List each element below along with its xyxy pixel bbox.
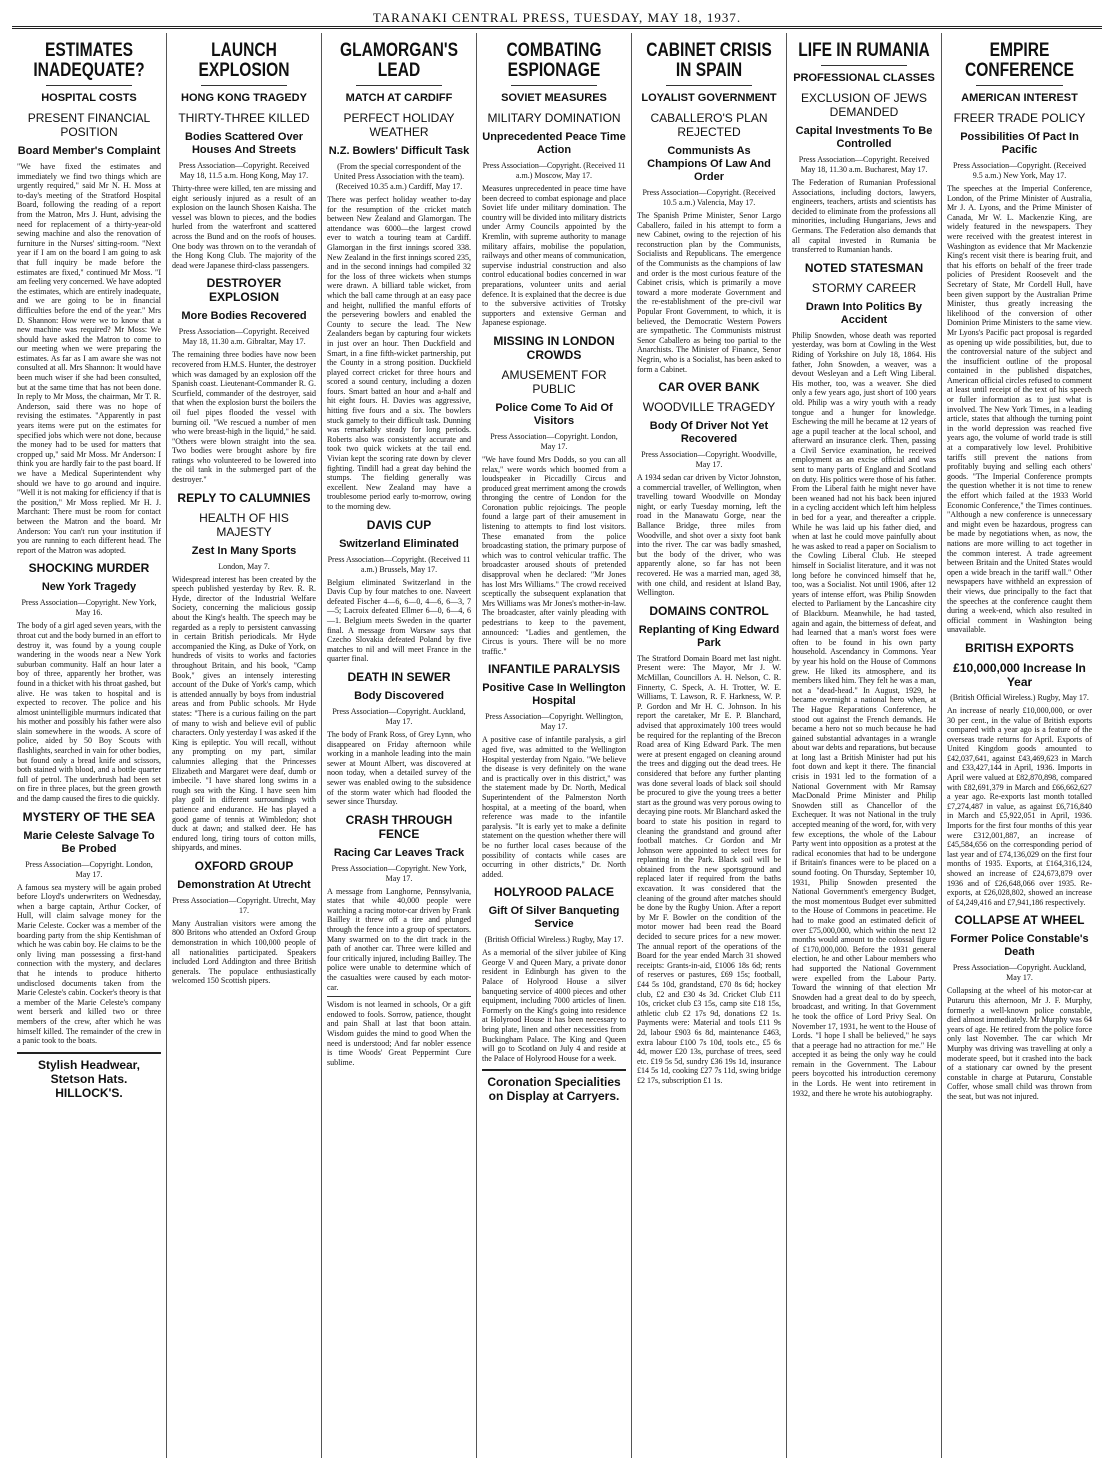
subheading: LOYALIST GOVERNMENT xyxy=(641,92,777,104)
byline: Press Association—Copyright. (Received 11 a.m.) Moscow, May 17. xyxy=(482,161,626,180)
byline: Press Association—Copyright. (Received 11 a.m.) Brussels, May 17. xyxy=(327,554,471,574)
headline: LAUNCH EXPLOSION xyxy=(198,40,290,81)
subheading: Marie Celeste Salvage To Be Probed xyxy=(23,829,155,855)
divider xyxy=(201,85,287,86)
article-body: The body of Frank Ross, of Grey Lynn, who disappeared on Friday afternoon while working in a manhole leading into the main sewer at Mount Albert, was discovered at noon today, when a detailed survey of the sewer was enabled owing to the subsidence of the storm water which had flooded the sewer since Thursday. xyxy=(327,729,471,807)
byline: London, May 7. xyxy=(218,561,270,571)
section-headline: MYSTERY OF THE SEA xyxy=(22,809,156,824)
byline: (British Official Wireless.) Rugby, May 17. xyxy=(484,935,624,945)
section-headline: INFANTILE PARALYSIS xyxy=(487,662,621,677)
article-body: The Federation of Rumanian Professional Associations, including doctors, lawyers, engineers, teachers, artists and scientists has decided to eliminate from the professions all minorities, including Hungarians, Jews and Germans. The Federation also demands that all capital invested in Rumania be transferred to Rumanian hands. xyxy=(792,178,936,255)
section-headline: HOLYROOD PALACE xyxy=(493,885,614,900)
section-headline: DESTROYER EXPLOSION xyxy=(206,276,282,305)
subheading: Gift Of Silver Banqueting Service xyxy=(488,905,620,931)
subheading: STORMY CAREER xyxy=(811,280,917,295)
byline: Press Association—Copyright. Auckland, May 17. xyxy=(332,706,466,726)
article-body: The body of a girl aged seven years, with the throat cut and the body burned in an effort to destroy it, was found by a young couple wandering in the woods near a New York suburban community. Half an hour later a boy of three, apparently her brother, was found in a thicket with his throat gashed, but alive. He was taken to hospital and is expected to recover. The police and his almost unintelligible murmurs indicated that his mother and possibly his father were also slain somewhere in the woods. A score of police, aided by 50 Boy Scouts with flashlights, searched in vain for other bodies, but found only a bread knife and scissors, both stained with blood, and a bottle quarter full of petrol. The underbrush had been set on fire in three places, but the green growth and the damp caused the fires to die quickly. xyxy=(17,621,161,804)
subheading: MILITARY DOMINATION xyxy=(487,111,621,125)
byline: Press Association—Copyright. Received May 18, 11.5 a.m. Hong Kong, May 17. xyxy=(178,161,310,180)
subheading: THIRTY-THREE KILLED xyxy=(178,111,310,125)
section-headline: NOTED STATESMAN xyxy=(804,260,924,275)
subheading: Positive Case In Wellington Hospital xyxy=(482,682,626,708)
section-headline: MISSING IN LONDON CROWDS xyxy=(493,333,615,362)
byline: Press Association—Copyright. Received May 18, 11.30 a.m. Bucharest, May 17. xyxy=(798,155,930,174)
article-body: Measures unprecedented in peace time have been decreed to combat espionage and place Soviet life under military domination. The country will be divided into military districts under Army Councils appointed by the Kremlin, with supreme authority to manage military affairs, mobilise the population, railways and other means of communication, supervise industrial construction and also control educational bodies concerned in war preparations, volunteer units and aerial defence. It is explained that the decree is due to the subversive activities of Trotsky supporters and extensive German and Japanese espionage. xyxy=(482,184,626,328)
subheading: Unprecedented Peace Time Action xyxy=(482,131,626,156)
subheading: AMERICAN INTEREST xyxy=(961,92,1078,104)
columns xyxy=(12,33,1102,1458)
subheading: £10,000,000 Increase In Year xyxy=(953,660,1086,689)
subheading: More Bodies Recovered xyxy=(181,310,307,323)
section-headline: CRASH THROUGH FENCE xyxy=(345,812,453,841)
subheading: EXCLUSION OF JEWS DEMANDED xyxy=(800,91,928,119)
subheading: Drawn Into Politics By Accident xyxy=(805,300,923,326)
headline: GLAMORGAN'S LEAD xyxy=(340,40,458,81)
byline: Press Association—Copyright. Wellington, May 17. xyxy=(485,712,623,732)
headline: LIFE IN RUMANIA xyxy=(798,40,930,61)
section-headline: OXFORD GROUP xyxy=(194,858,294,873)
subheading: N.Z. Bowlers' Difficult Task xyxy=(328,145,470,157)
subheading: Capital Investments To Be Controlled xyxy=(795,125,933,150)
article-body: Belgium eliminated Switzerland in the Davis Cup by four matches to one. Naveert defeated Fischer 4—6, 6—0, 4—6, 6—3, 7—5; Lacroix defeated Ellmer 6—0, 6—4, 6—1. Belgium meets Sweden in the quarter final. A message from Warsaw says that Czecho Slovakia defeated Poland by five matches to nil and will meet France in the quarter final. xyxy=(327,577,471,664)
verse-quote: Wisdom is not learned in schools, Or a gift endowed to fools. Sorrow, patience, thought and pain Shall at last that boon attain. Wisdom guides the mind to good When the need is understood; And far nobler essence is time Woods' Great Peppermint Cure sublime. xyxy=(327,996,471,1067)
divider xyxy=(666,85,752,86)
subheading: Body Of Driver Not Yet Recovered xyxy=(649,420,769,446)
masthead: TARANAKI CENTRAL PRESS, TUESDAY, MAY 18, 1937. xyxy=(12,0,1102,29)
subheading: Replanting of King Edward Park xyxy=(638,623,780,649)
subheading: New York Tragedy xyxy=(41,581,137,594)
subheading: SOVIET MEASURES xyxy=(501,92,607,104)
headline: COMBATING ESPIONAGE xyxy=(506,40,602,81)
byline: Press Association—Copyright. Auckland, May 17. xyxy=(952,963,1087,983)
section-headline: DOMAINS CONTROL xyxy=(649,603,769,618)
subheading: Communists As Champions Of Law And Order xyxy=(647,145,771,183)
headline: CABINET CRISIS IN SPAIN xyxy=(646,40,772,81)
article-body: Many Australian visitors were among the 800 Britons who attended an Oxford Group demonstration in which 100,000 people of all nationalities participated. Speakers included Lord Addington and three British generals. The populace enthusiastically welcomed 150 Scottish pipers. xyxy=(172,918,316,986)
article-body: Collapsing at the wheel of his motor-car at Putaruru this afternoon, Mr J. F. Murphy, formerly a well-known police constable, died almost immediately. Mr Murphy was 64 years of age. He retired from the police force only last November. The car which Mr Murphy was driving was travelling at only a moderate speed, but it crashed into the back of a stationary car owned by the present constable in charge at Putaruru, Constable Coffer, whose small child was thrown from the seat, but was not injured. xyxy=(947,986,1092,1101)
column-1 xyxy=(12,33,167,1458)
divider xyxy=(976,85,1063,86)
advertisement: Coronation Specialities on Display at Carryers. xyxy=(482,1069,626,1103)
column-4 xyxy=(477,33,632,1458)
subheading: Possibilities Of Pact In Pacific xyxy=(960,131,1079,156)
section-headline: COLLAPSE AT WHEEL xyxy=(954,913,1085,928)
column-2 xyxy=(167,33,322,1458)
headline: EMPIRE CONFERENCE xyxy=(964,40,1075,81)
article-body: "We have found Mrs Dodds, so you can all relax," were words which boomed from a loudspeaker in Piccadilly Circus and produced great merriment among the crowds thronging the centre of London for the Coronation public rejoicings. The people found a large part of their amusement in listening to attempts to find lost visitors. These emanated from the police broadcasting station, the primary purpose of which was to control vehicular traffic. The broadcaster aroused shouts of pretended disapproval when he declared: "Mr Jones has lost Mrs Williams." The crowd received sceptically the subsequent explanation that Mrs Williams was Mr Jones's mother-in-law. The broadcaster, after vainly pleading with pedestrians to keep to the pavement, announced: "Ladies and gentlemen, the Circus is yours. There will be no more traffic." xyxy=(482,454,626,656)
column-7 xyxy=(942,33,1097,1458)
article-body: The remaining three bodies have now been recovered from H.M.S. Hunter, the destroyer which was damaged by an explosion off the Spanish coast. Lieutenant-Commander R. G. Scurfield, commander of the destroyer, said that when the explosion burst the boilers the oil fuel pipes flooded the vessel with burning oil. "We rescued a number of men who were breast-high in the liquid," he said. "Others were blown straight into the sea. Two bodies were brought ashore by fire ratings who volunteered to be lowered into the oil tank in the submerged part of the destroyer." xyxy=(172,350,316,485)
byline: Press Association—Copyright. London, May 17. xyxy=(25,859,153,879)
article-body: The speeches at the Imperial Conference, London, of the Prime Minister of Australia, Mr J. A. Lyons, and the Prime Minister of Canada, Mr W. L. Mackenzie King, are widely featured in the newspapers. They were received with the greatest interest in Washington as evidence that Mr Mackenzie King's recent visit there is bearing fruit, and that his efforts on behalf of the freer trade policies of President Roosevelt and the Secretary of State, Mr Cordell Hull, have been given support by the Australian Prime Minister, thus greatly increasing the likelihood of the conversion of other Dominion Prime Ministers to the same view. Mr Lyons's Pacific pact proposal is regarded as opening up wide possibilities, but, due to the controversial nature of the subject and the insufficient outline of the proposal contained in the published dispatches, American official circles refused to comment at least until receipt of the text of his speech or fuller information as to just what is involved. The New York Times, in a leading article, states that although the turning point in the world depression was reached five years ago, the volume of world trade is still at a comparatively low level. Prohibitive tariffs still prevent the nations from profitably buying and selling each others' goods. "The Imperial Conference prompts the question whether it is not time to renew the effort which failed at the 1933 World Economic Conference," the Times continues. "Although a new conference is unnecessary and might even be hazardous, progress can be made by negotiations when, as now, the nations are more willing to act together in the common interest. A trade agreement between Britain and the United States would open a wide breach in the tariff wall." Other newspapers have withheld an expression of their views, due principally to the fact that the speeches at the conference caught them during a week-end, which also resulted in official comment in Washington being unavailable. xyxy=(947,184,1092,635)
section-headline: CAR OVER BANK xyxy=(658,380,760,395)
article-body: "We have fixed the estimates and immediately we find two things which are urgently required," said Mr N. H. Moss at to-day's meeting of the Stratford Hospital Board, following the reading of a report from the Matron, Mrs J. Hunt, advising the need for replacement of a thirty-year-old sewing machine and also the renovation of furniture in the Nurses' sitting-room. "Next year if I am on the board I am going to ask that full inquiry be made before the estimates are fixed," continued Mr Moss. "I am feeling very concerned. We have adopted the estimates, which are entirely inadequate, and we are going to be in financial difficulties before the end of the year." Mrs D. Shannon: How were we to know that a new machine was required? Mr Moss: We should have asked the Matron to come to our meeting when we were preparing the estimates. As far as I am aware she was not consulted at all. Mrs Shannon: It would have been much wiser if she had been consulted, but at the same time that has not been done. In reply to Mr Moss, the chairman, Mr T. R. Anderson, said there was no hope of revising the estimates. "Apparently in past years items were put on the estimates for specified jobs which were not done, because the money had to be used for matters that cropped up," said Mr Moss. Mr Anderson: I think you are hardly fair to the past board. If we have a Medical Superintendent why should we have to go around and inquire. "Well it is not making for efficiency if that is the position," Mr Moss replied. Mr H. J. Marchant: There must be room for contact between the Matron and the board. Mr Anderson: You can't run your institution if you are running to each different head. The report of the Matron was adopted. xyxy=(17,162,161,555)
column-6 xyxy=(787,33,942,1458)
subheading: Demonstration At Utrecht xyxy=(177,878,311,891)
article-body: There was perfect holiday weather to-day for the resumption of the cricket match between New Zealand and Glamorgan. The attendance was 6000—the largest crowd ever to watch a touring team at Cardiff. Glamorgan in the first innings scored 338. New Zealand in the first innings scored 235, and in the second innings had compiled 32 for the loss of three wickets when stumps were drawn. A billiard table wicket, from which the ball came through at an easy pace and height, nullified the manful efforts of the persevering bowlers and enabled the County to secure the lead. The New Zealanders began by capturing four wickets in just over an hour. Then Duckfield and Smart, in a fine fifth-wicket partnership, put the County in a strong position. Duckfield played correct cricket for three hours and scored a sound century, including a dozen fours. Smart batted an hour and a-half and hit eight fours. H. Davies was aggressive, hitting five fours and a six. The bowlers stuck gamely to their difficult task. Dunning was remarkably steady for long periods. Roberts also was consistently accurate and took two quick wickets at the tail end. Vivian kept the scoring rate down by clever fighting. Tindill had a great day behind the stumps. The fielding generally was excellent. New Zealand may have a troublesome period early to-morrow, owing to the morning dew. xyxy=(327,195,471,511)
article-body: A message from Langhorne, Pennsylvania, states that while 40,000 people were watching a racing motor-car driven by Frank Bailley it threw off a tire and plunged through the fence into a group of spectators. Many swarmed on to the dirt track in the path of another car. Three were killed and four critically injured, including Bailley. The police were unable to determine which of the casualties were caused by each motor-car. xyxy=(327,886,471,992)
byline: Press Association—Copyright. (Received 9.5 a.m.) New York, May 17. xyxy=(952,161,1087,180)
byline: Press Association—Copyright. Woodville, May 17. xyxy=(641,450,777,470)
article-body: A positive case of infantile paralysis, a girl aged five, was admitted to the Wellington Hospital yesterday from Ngaio. "We believe the disease is very definitely on the wane and is practically over in this district," was the statement made by Dr. North, Medical Superintendent of the Palmerston North hospital, at a meeting of the board, when reference was made to the infantile paralysis. "It is early yet to make a definite statement on the question whether there will be no further local cases because of the possibility of contacts while cases are occurring in other districts," Dr. North added. xyxy=(482,735,626,879)
byline: (British Official Wireless.) Rugby, May 17. xyxy=(950,692,1089,702)
divider xyxy=(46,85,132,86)
subheading: HEALTH OF HIS MAJESTY xyxy=(199,510,289,539)
subheading: Zest In Many Sports xyxy=(191,544,297,557)
section-headline: SHOCKING MURDER xyxy=(28,561,150,576)
byline: Press Association—Copyright. Utrecht, May 17. xyxy=(172,895,316,915)
subheading: MATCH AT CARDIFF xyxy=(345,92,453,104)
subheading: Switzerland Eliminated xyxy=(339,537,459,550)
subheading: HONG KONG TRAGEDY xyxy=(181,92,307,104)
subheading: PERFECT HOLIDAY WEATHER xyxy=(343,111,455,139)
subheading: Racing Car Leaves Track xyxy=(333,846,465,859)
divider xyxy=(356,85,442,86)
byline: Press Association—Copyright. New York, May 16. xyxy=(21,598,157,618)
subheading: Police Come To Aid Of Visitors xyxy=(495,401,613,427)
subheading: HOSPITAL COSTS xyxy=(41,92,137,104)
section-headline: REPLY TO CALUMNIES xyxy=(177,490,311,505)
column-3 xyxy=(322,33,477,1458)
divider xyxy=(511,85,597,86)
section-headline: DEATH IN SEWER xyxy=(347,669,451,684)
byline: Press Association—Copyright. New York, May 17. xyxy=(331,863,467,883)
byline: (From the special correspondent of the United Press Association with the team). (Received 10.35 a.m.) Cardiff, May 17. xyxy=(333,162,465,191)
byline: Press Association—Copyright. London, May 17. xyxy=(490,431,618,451)
article-body: An increase of nearly £10,000,000, or over 30 per cent., in the value of British exports compared with a year ago is a feature of the overseas trade returns for April. Exports of United Kingdom goods amounted to £42,037,641, against £43,469,623 in March and £33,427,144 in April, 1936. Imports in April were valued at £82,870,898, compared with £82,691,379 in March and £66,662,627 a year ago. Re-exports last month totalled £7,274,487 in value, as against £6,716,840 in March and £5,922,051 in April, 1936. Imports for the first four months of this year were £312,001,887, an increase of £45,584,656 on the corresponding period of last year and of £74,136,029 on the first four months of 1935. Exports, at £164,316,124, showed an increase of £24,673,879 over 1936 and of £26,648,066 over 1935. Re-exports, at £26,028,802, showed an increase of £4,249,416 and £7,941,186 respectively. xyxy=(947,705,1092,907)
article-body: Thirty-three were killed, ten are missing and eight seriously injured as a result of an explosion on the launch Shosen Kaisha. The vessel was blown to pieces, and the bodies hurled from the waterfront and scattered across the Bund and on the roofs of houses. One body was thrown on to the verandah of the Hong Kong Club. The majority of the dead were Japanese third-class passengers. xyxy=(172,184,316,270)
subheading: Former Police Constable's Death xyxy=(950,933,1089,959)
article-body: A 1934 sedan car driven by Victor Johnston, a commercial traveller, of Wellington, when travelling toward Woodville on Monday night, or early Tuesday morning, left the road in the Manawatu Gorge, near the Ballance Bridge, three miles from Woodville, and shot over a sixty foot bank into the river. The car was badly smashed, but the body of the driver, who was apparently alone, so far has not been recovered. He was a married man, aged 38, with one child, and resident at Island Bay, Wellington. xyxy=(637,473,781,598)
byline: Press Association—Copyright. Received May 18, 11.30 a.m. Gibraltar, May 17. xyxy=(178,327,310,347)
subheading: WOODVILLE TRAGEDY xyxy=(642,400,776,415)
subheading: Body Discovered xyxy=(354,689,444,702)
subheading: Board Member's Complaint xyxy=(17,145,161,157)
byline: Press Association—Copyright. (Received 10.5 a.m.) Valencia, May 17. xyxy=(642,188,776,207)
section-headline: BRITISH EXPORTS xyxy=(965,640,1074,655)
subheading: CABALLERO'S PLAN REJECTED xyxy=(650,111,768,139)
subheading: PRESENT FINANCIAL POSITION xyxy=(27,111,151,139)
article-body: Widespread interest has been created by the speech published yesterday by Rev. R. R. Hyde, director of the Industrial Welfare Society, concerning the malicious gossip about the King's health. The speech may be regarded as a reply to persistent canvassing in certain British periodicals. Mr Hyde accompanied the King, as Duke of York, on hundreds of visits to works and factories throughout Britain, and his book, "Camp Book," gives an intensely interesting account of the Duke of York's camp, which is attended annually by boys from industrial areas and from Public schools. Mr Hyde states: "There is a curious failing on the part of many to wish and believe evil of public characters. Only yesterday I was asked if the King is epileptic. You will recall, without any prompting on my part, similar calumnies alleging that the Princesses Elizabeth and Margaret were deaf, dumb or imbecile. "I have shared long swims in a rough sea with the King. I have seen him play golf in different surroundings with patience and endurance. He has played a good game of tennis at Wimbledon; shot duck at dawn; and stalked deer. He has endured long, tiring tours of cotton mills, shipyards, and mines. xyxy=(172,574,316,853)
article-body: The Spanish Prime Minister, Senor Largo Caballero, failed in his attempt to form a new Cabinet, owing to the rejection of his reconstruction plan by the Communists, Socialists and Republicans. The emergence of the Communists as the champions of law and order is the most curious feature of the Cabinet crisis, which is primarily a move toward a more moderate Government and the re-establishment of the pre-civil war Popular Front Government, to which, it is believed, the Democratic Western Powers are sympathetic. The Communists mistrust Senor Caballero as being too partial to the Anarchists. The Minister of Finance, Senor Negrin, who is a Socialist, has been asked to form a Cabinet. xyxy=(637,211,781,374)
subheading: Bodies Scattered Over Houses And Streets xyxy=(185,131,303,156)
article-body: Philip Snowden, whose death was reported yesterday, was born at Cowling in the West Riding of Yorkshire on July 18, 1864. His father, John Snowden, a weaver, was a devout Wesleyan and a Left Wing Liberal. His mother, too, was a weaver. She died only a few years ago, just short of 100 years old. Philip was a wiry youth with a ready tongue and a hunger for knowledge. Eschewing the mill he became at 12 years of age a pupil teacher at the local school, and afterward an insurance clerk. Then, passing a Civil Service examination, he received employment as an excise official and was sent to many parts of England and Scotland on duty. His politics were those of his father. From the Liberal faith he might never have been weaned had not his back been injured in a cycling accident which left him helpless in bed for a year, and thereafter a cripple. While he was laid up his father died, and when at last he could move painfully about he was asked to read a paper on Socialism to the Cowling Liberal Club. He steeped himself in Socialist literature, and it was not long before he convinced himself that he, too, was a Socialist. Not until 1906, after 12 years of intense effort, was Philip Snowden elected to Parliament by the Lancashire city of Blackburn. Meanwhile, he had tasted, again and again, the bitterness of defeat, and had learned that a man's worst foes were often to be found in his own party household. Ascendancy in Commons. Year by year his hold on the House of Commons grew. He liked its atmosphere, and its members liked him. They felt he was a man, not a "dead-head." In August, 1929, he became overnight a national hero when, at The Hague Reparations Conference, he stood out against the French demands. He became a hero not so much because he had gained substantial advantages in a wrangle about war debts and reparations, but because at long last a British Minister had put his foot down and kept it there. The financial crisis in 1931 led to the formation of a National Government with Mr Ramsay MacDonald Prime Minister and Philip Snowden still as Chancellor of the Exchequer. It was not National in the truly accepted meaning of the word, for, with very few exceptions, the whole of the Labour Party went into opposition as a protest at the radical economies that had to be undergone if Britain's finances were to be placed on a sound footing. On Thursday, September 10, 1931, Philip Snowden presented the National Government's emergency Budget, the most momentous Budget ever submitted to the House of Commons in peacetime. He had to make good an estimated deficit of over £75,000,000, which within the next 12 months would amount to the colossal figure of £170,000,000. Before the 1931 general election, he and other Labour members who had supported the National Government were expelled from the Labour Party. Toward the winning of that election Mr Snowden had a great deal to do by speech, broadcast, and writing. In that Government he took the office of Lord Privy Seal. On November 17, 1931, he went to the House of Lords. "I hope I shall be believed," he says that a peerage had no attraction for me." He accepted it as being the only way he could remain in the Government. The Labour peers boycotted his introduction ceremony in the Lords. He went into retirement in 1932, and there he wrote his autobiography. xyxy=(792,330,936,1098)
column-5 xyxy=(632,33,787,1458)
advertisement: Stylish Headwear, Stetson Hats. HILLOCK'S. xyxy=(17,1052,161,1100)
article-body: As a memorial of the silver jubilee of King George V and Queen Mary, a private donor resident in Edinburgh has given to the Palace of Holyrood House a silver banqueting service of 4000 pieces and other equipment, including 7000 articles of linen. Formerly on the King's going into residence at Holyrood House it has been necessary to bring plate, linen and other necessities from Buckingham Palace. The King and Queen will go to Scotland on July 4 and reside at the Palace of Holyrood House for a week. xyxy=(482,948,626,1063)
subheading: AMUSEMENT FOR PUBLIC xyxy=(501,367,607,396)
article-body: The Stratford Domain Board met last night. Present were: The Mayor, Mr J. W. McMillan, Councillors A. H. Nelson, C. R. Finnerty, C. Speck, A. H. Trotter, W. E. Williams, T. Lawson, R. F. Harkness, W. P. P. Gordon and Mr H. C. Johnson. In his report the caretaker, Mr E. P. Blanchard, advised that approximately 100 trees would be required for the replanting of the Brecon Road area of King Edward Park. The men were at present engaged on cleaning around the trees and digging out the dead trees. He considered that before any further planting was done several loads of black soil should be procured to give the young trees a better start as the ground was very porous owing to decaying pine roots. Mr Blanchard asked the board to state his position in regard to cleaning the grandstand and ground after football matches. Cr Gordon and Mr Johnson were appointed to select trees for replanting in the Park. Black soil will be obtained from the new sportsground and replaced later if required from the baths excavation. It was considered that the cleaning of the ground after matches should be done by the Rugby Union. After a report by Mr F. Bowler on the condition of the motor mower had been read the Board decided to secure prices for a new mower. The annual report of the operations of the Board for the year ended March 31 showed receipts: Grants-in-aid, £1006 18s 6d; rents of reserves or pastures, £69 15s; football, £44 5s 10d, grandstand, £70 8s 6d; hockey club, £2 and £30 4s 3d. Cricket Club £11 10s, cricket club £3 15s, camp site £18 15s, athletic club £2 17s 9d, donations £2 1s. Payments were: Material and tools £11 9s 2d, labour £903 6s 8d, maintenance £463, extra labour £100 7s 10d, tools etc., £5 6s 4d, mower £20 13s, purchase of trees, seed etc. £19 5s 5d, sundry £36 19s 1d, insurance £14 5s 1d, cooking £27 7s 11d, swing bridge £2 17s, subscription £1 1s. xyxy=(637,653,781,1085)
subheading: PROFESSIONAL CLASSES xyxy=(793,72,935,84)
subheading: FREER TRADE POLICY xyxy=(953,111,1086,125)
headline: ESTIMATES INADEQUATE? xyxy=(33,40,145,81)
section-headline: DAVIS CUP xyxy=(366,517,432,532)
article-body: A famous sea mystery will be again probed before Lloyd's underwriters on Wednesday, when a barge captain, Arthur Cocker, of Hull, will claim salvage money for the Marie Celeste. Cocker was a member of the boarding party from the ship Kentishman of which he was cabin boy. He claims to be the only living man possessing a first-hand connection with the mystery, and declares that he intends to produce hitherto undisclosed documents taken from the Marie Celeste's cabin. Cocker's theory is that a member of the Marie Celeste's company went berserk and killed two or three members of the crew, after which he was himself killed. The remainder of the crew in a panic took to the boats. xyxy=(17,882,161,1046)
divider xyxy=(821,65,907,66)
